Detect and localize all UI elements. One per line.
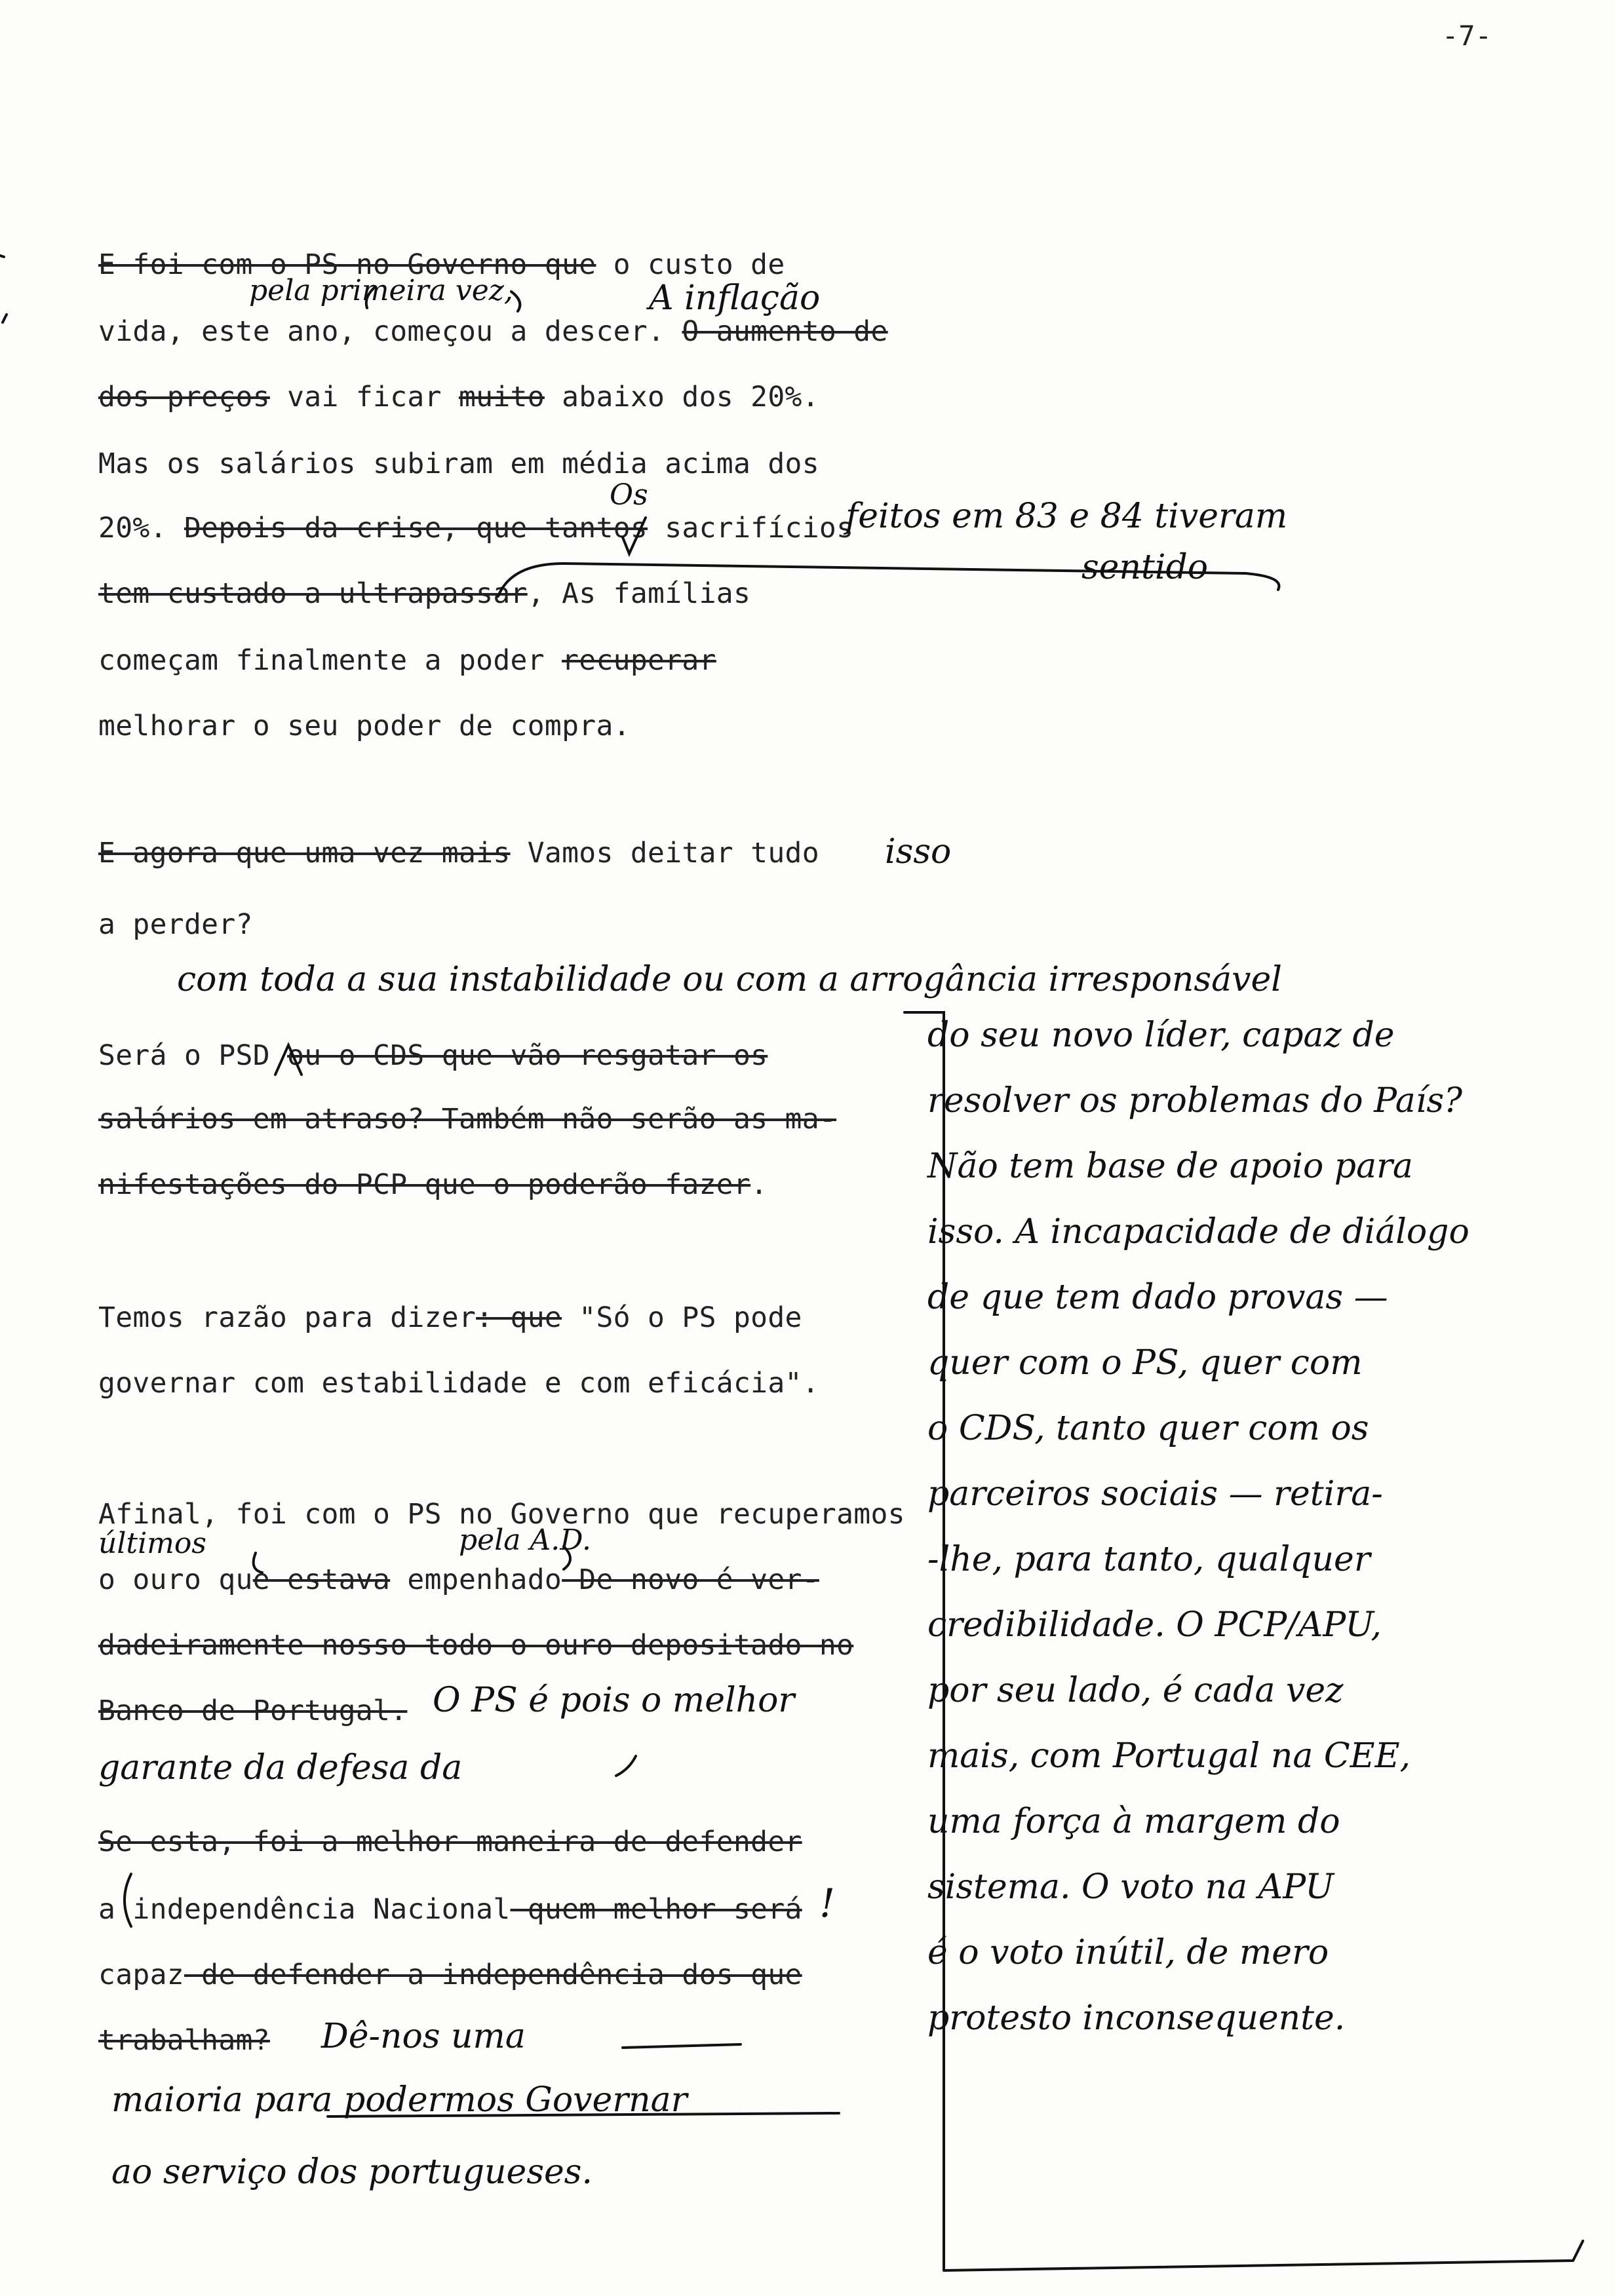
typed-line-18 (98, 1628, 853, 1662)
typed-text: , As famílias (527, 577, 751, 610)
typed-line-20 (98, 1825, 802, 1859)
typed-text: abaixo dos 20%. (544, 381, 819, 413)
typed-text: "Só o PS pode (562, 1301, 802, 1334)
typed-line-9 (98, 836, 819, 870)
struck-text: e estava (252, 1563, 391, 1596)
handwritten-margin-note (927, 1003, 1589, 2051)
margin-note-line: quer com o PS, quer com (927, 1343, 1363, 1383)
typed-text: vida, este ano, (98, 315, 356, 348)
struck-text: trabalham? (98, 2024, 270, 2057)
margin-note-line: sistema. O voto na APU (927, 1867, 1334, 1907)
typed-line-7 (98, 643, 716, 678)
typed-text: 20%. (98, 512, 184, 545)
typed-text: Será o PSD (98, 1039, 288, 1072)
margin-note-line: é o voto inútil, de mero (927, 1933, 1329, 1972)
stray-mark (0, 256, 4, 257)
typed-text: Temos razão para dizer (98, 1301, 477, 1334)
typed-line-13 (98, 1168, 768, 1202)
margin-note-line: uma força à margem do (927, 1802, 1340, 1841)
typed-line-23 (98, 2023, 270, 2057)
struck-text: Depois da crise, que tantos (184, 512, 648, 545)
handwritten-insertion: pela A.D. (459, 1523, 591, 1557)
typed-text: finalmente a poder (218, 644, 562, 677)
struck-text: E foi com o PS no Governo que (98, 248, 596, 281)
handwritten-insertion: O PS é pois o melhor (433, 1681, 795, 1720)
struck-text: : que (476, 1301, 562, 1334)
typed-text: empenhado (390, 1563, 562, 1596)
insertion-bracket-mark (616, 1756, 636, 1776)
page-number: -7- (1442, 20, 1492, 52)
stray-mark (3, 315, 7, 322)
typed-text: começam (98, 644, 219, 677)
struck-text: tem custado a ultrapassar (98, 577, 528, 610)
struck-text: recuperar (562, 644, 716, 677)
typed-line-8: melhorar o seu poder de compra. (98, 710, 631, 742)
margin-note-line: mais, com Portugal na CEE, (927, 1736, 1411, 1776)
handwritten-insertion: pela primeira vez, (249, 274, 513, 307)
margin-note-line: o CDS, tanto quer com os (927, 1409, 1369, 1448)
struck-text: muito (458, 381, 545, 413)
handwritten-insertion: ! (819, 1881, 836, 1926)
typed-text: vai ficar (269, 381, 459, 413)
typed-line-11 (98, 1039, 768, 1073)
typed-line-21 (98, 1892, 802, 1926)
handwritten-insertion: maioria para podermos Governar (111, 2080, 688, 2120)
typed-text: . (750, 1168, 768, 1201)
typed-text: capaz (98, 1959, 184, 1991)
margin-note-line: isso. A incapacidade de diálogo (927, 1212, 1469, 1252)
handwritten-insertion: últimos (98, 1527, 206, 1560)
handwritten-insertion: Os (610, 478, 648, 512)
typed-line-15: governar com estabilidade e com eficácia". (98, 1367, 819, 1400)
handwritten-insertion: Dê-nos uma (321, 2017, 526, 2056)
handwritten-insertion: feitos em 83 e 84 tiveram (846, 497, 1288, 536)
margin-note-line: Não tem base de apoio para (927, 1147, 1413, 1186)
struck-text: ou o CDS que vão resgatar os (287, 1039, 768, 1072)
handwritten-insertion: ao serviço dos portugueses. (111, 2152, 593, 2192)
margin-note-line: do seu novo líder, capaz de (927, 1016, 1395, 1055)
typed-text: sacrifícios (648, 512, 854, 545)
typed-text: Vamos deitar tudo (510, 837, 819, 870)
margin-note-line: protesto inconsequente. (927, 1999, 1346, 2038)
typed-line-2 (98, 315, 888, 349)
struck-text: O aumento de (682, 315, 888, 348)
handwritten-insertion: garante da defesa da (98, 1748, 463, 1788)
handwritten-insertion: isso (885, 832, 952, 871)
typed-line-17 (98, 1563, 819, 1597)
typed-line-12 (98, 1102, 836, 1136)
typed-line-16: Afinal, foi com o PS no Governo que recuperamos (98, 1498, 905, 1531)
struck-text: de defender a independência dos que (184, 1959, 802, 1991)
typed-text: a independência Nacional (98, 1893, 511, 1926)
typed-line-14 (98, 1301, 802, 1335)
typed-text: começou a descer. (355, 315, 682, 348)
typed-line-10: a perder? (98, 908, 253, 941)
underline-mark (623, 2044, 741, 2048)
typed-text: o ouro qu (98, 1563, 253, 1596)
typed-line-5 (98, 511, 853, 545)
margin-note-line: resolver os problemas do País? (927, 1081, 1462, 1120)
struck-text: Se esta, foi a melhor maneira de defender (98, 1826, 802, 1858)
typed-line-6 (98, 577, 750, 611)
typed-line-4: Mas os salários subiram em média acima dos (98, 448, 819, 480)
struck-text: nifestações do PCP que o poderão fazer (98, 1168, 751, 1201)
margin-note-line: credibilidade. O PCP/APU, (927, 1605, 1382, 1645)
struck-text: dadeiramente nosso todo o ouro depositado no (98, 1629, 854, 1662)
struck-text: dos preços (98, 381, 270, 413)
margin-note-line: de que tem dado provas — (927, 1278, 1388, 1317)
handwritten-insertion: sentido (1081, 548, 1209, 587)
handwritten-insertion: A inflação (649, 278, 821, 318)
margin-note-line: por seu lado, é cada vez (927, 1671, 1344, 1710)
typed-text: o custo de (596, 248, 785, 281)
margin-note-line: -lhe, para tanto, qualquer (927, 1540, 1371, 1579)
struck-text: E agora que uma vez mais (98, 837, 511, 870)
typed-line-19 (98, 1694, 407, 1728)
struck-text: Banco de Portugal. (98, 1694, 408, 1727)
margin-note-line: parceiros sociais — retira- (927, 1474, 1383, 1514)
struck-text: quem melhor será (510, 1893, 802, 1926)
struck-text: salários em atraso? Também não serão as ma- (98, 1103, 837, 1136)
handwritten-insertion: com toda a sua instabilidade ou com a arrogância irresponsável (177, 960, 1282, 999)
struck-text: De novo é ver- (562, 1563, 819, 1596)
typed-line-22 (98, 1958, 802, 1992)
typed-line-3 (98, 380, 819, 414)
